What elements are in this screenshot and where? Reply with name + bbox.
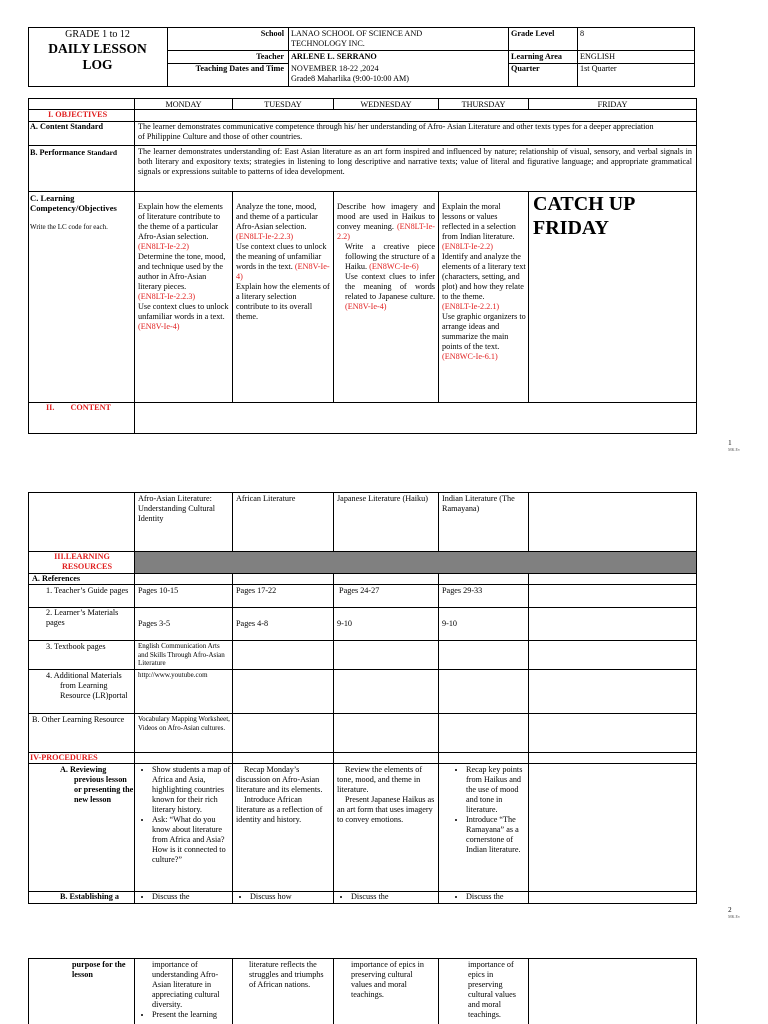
- review-thu-item-1: • Recap key points from Haikus and the use of mood and tone in literature.: [466, 765, 526, 815]
- dll-title: [30, 29, 165, 72]
- teacher-value: ARLENE L. SERRANO: [291, 52, 377, 61]
- reviewing-label: A. Reviewing previous lesson or presenting the new lesson: [60, 765, 134, 804]
- establish-wed-p3: importance of epics in preserving cultural values and moral teachings.: [351, 960, 424, 999]
- tg-wednesday: Pages 24-27: [337, 586, 380, 595]
- learning-resources-heading-2: RESOURCES: [61, 562, 113, 571]
- learning-competency-label: C. Learning Competency/Objectives: [30, 193, 117, 214]
- review-wed-para-1: Review the elements of tone, mood, and theme in literature.: [337, 765, 423, 794]
- review-wed-para-2: Present Japanese Haikus as an art form that uses imagery to convey emotions.: [337, 795, 435, 824]
- review-tue-para-1: Recap Monday’s discussion on Afro-Asian literature and its elements.: [236, 765, 323, 794]
- dates-label: Teaching Dates and Time: [195, 64, 284, 73]
- school-value: LANAO SCHOOL OF SCIENCE AND TECHNOLOGY INC.: [291, 29, 423, 48]
- establishing-label-p3: purpose for the lesson: [72, 960, 126, 979]
- performance-standard-text: The learner demonstrates understanding of: East Asian literature as an art form inspired and influenced by nature; relationship of visual, sensory, and verbal signals in both literary and expository texts; strategies in listening to long descriptive and narrative texts; value of literal and figurative language; and appropriate grammatical signals or expressions suitable to patterns of idea development.: [138, 147, 692, 176]
- lc-mon-code-1: (EN8LT-Ie-2.2): [138, 242, 190, 251]
- learning-competency-note: Write the LC code for each.: [30, 223, 108, 231]
- lc-tue-objective-2: Use context clues to unlock the meaning of unfamiliar words in the text.: [236, 242, 327, 271]
- establish-tue-p2: [236, 892, 330, 902]
- review-mon-item-1: • Show students a map of Africa and Asia, highlighting countries known for their rich literary history.: [152, 765, 231, 815]
- topic-wednesday: Japanese Literature (Haiku): [337, 494, 428, 503]
- review-thursday: [452, 765, 526, 855]
- page-number-1: [728, 439, 740, 452]
- establish-thu-p2: [452, 892, 526, 902]
- tg-tuesday: Pages 17-22: [236, 586, 277, 595]
- establish-mon-p2: [138, 892, 231, 902]
- quarter-label: Quarter: [511, 64, 540, 73]
- establish-thu-p3: importance of epics in preserving cultural values and moral teachings.: [468, 960, 516, 1019]
- dates-value: [291, 64, 501, 84]
- resources-header-shade: [135, 552, 696, 573]
- other-resources-monday: Vocabulary Mapping Worksheet, Videos on Afro-Asian cultures.: [138, 715, 230, 732]
- teachers-guide-label: 1. Teacher’s Guide pages: [46, 586, 129, 595]
- day-monday: MONDAY: [165, 100, 202, 109]
- review-tuesday: [236, 765, 330, 825]
- review-tue-para-2: Introduce African literature as a reflection of identity and history.: [236, 795, 323, 824]
- tg-thursday: Pages 29-33: [442, 586, 483, 595]
- lc-tue-code-2: (EN8V-Ie-4): [236, 262, 330, 281]
- lc-wednesday: [337, 202, 435, 312]
- lc-thu-objective-2: Identify and analyze the elements of a literary text (characters, setting, and plot) and how they relate to the theme.: [442, 252, 526, 301]
- catch-up-friday: CATCH UP FRIDAY: [533, 193, 635, 239]
- lc-mon-code-2: (EN8LT-Ie-2.2.3): [138, 292, 196, 301]
- lc-mon-objective-1: Explain how the elements of literature contribute to the theme of a particular Afro-Asian selection.: [138, 202, 223, 241]
- content-heading-label: CONTENT: [70, 403, 111, 412]
- establish-thu-item-1: • Discuss the: [466, 892, 526, 902]
- lc-mon-objective-2: Determine the tone, mood, and technique used by the author in Afro-Asian literary pieces.: [138, 252, 226, 291]
- procedures-heading: IV-PROCEDURES: [30, 753, 98, 762]
- review-wednesday: [337, 765, 435, 825]
- additional-materials-monday: http://www.youtube.com: [138, 671, 208, 679]
- page-2-number: 2: [728, 906, 732, 914]
- performance-standard-label: [30, 148, 134, 158]
- lc-tue-code-1: (EN8LT-Ie-2.2.3): [236, 232, 294, 241]
- teacher-label: Teacher: [256, 52, 284, 61]
- objectives-heading: I. OBJECTIVES: [48, 110, 108, 119]
- lc-wed-objective-1: Describe how imagery and mood are used in Haikus to convey meaning.: [337, 202, 435, 231]
- content-heading-num: II.: [46, 403, 55, 412]
- establish-tue-p3: literature reflects the struggles and triumphs of African nations.: [249, 960, 324, 989]
- lc-wed-objective-3: Use context clues to infer the meaning of words related to Japanese culture.: [345, 272, 435, 301]
- lc-thu-code-2: (EN8LT-Ie-2.2.1): [442, 302, 500, 311]
- dates-line: NOVEMBER 18-22 ,2024: [291, 64, 379, 73]
- performance-label-b: Standard: [87, 148, 118, 157]
- lm-wednesday: 9-10: [337, 619, 353, 628]
- lc-tuesday: [236, 202, 330, 322]
- quarter-value: 1st Quarter: [580, 64, 617, 73]
- day-friday: FRIDAY: [597, 100, 628, 109]
- establish-tue-item-1: • Discuss how: [250, 892, 330, 902]
- day-thursday: THURSDAY: [461, 100, 506, 109]
- grade-level-label: Grade Level: [511, 29, 555, 38]
- learning-resources-heading: [30, 552, 134, 572]
- page-2-mark: MK.Ev: [728, 913, 740, 919]
- establish-mon-p3: [138, 960, 231, 1024]
- establish-mon-item-1: • Discuss the: [152, 892, 231, 902]
- lc-wed-code-2: (EN8WC-Ie-6): [369, 262, 419, 271]
- learners-materials-label: 2. Learner’s Materials pages: [46, 608, 119, 627]
- lc-thu-code-1: (EN8LT-Ie-2.2): [442, 242, 494, 251]
- lc-wed-code-3: (EN8V-Ie-4): [345, 302, 387, 311]
- page-1-mark: MK.Ev: [728, 446, 740, 452]
- content-standard-text: The learner demonstrates communicative competence through his/ her understanding of Afro- Asian Literature and other texts types for a deeper appreciation of Philippine Culture and those of other countries.: [138, 122, 654, 141]
- establish-wed-p2: [337, 892, 435, 902]
- additional-materials-label: 4. Additional Materials from Learning Resource (LR)portal: [46, 671, 128, 700]
- topic-thursday: Indian Literature (The Ramayana): [442, 494, 515, 513]
- lc-thursday: [442, 202, 526, 362]
- title-line-2: DAILY LESSON: [48, 41, 147, 57]
- schedule-line: Grade8 Maharlika (9:00-10:00 AM): [291, 74, 410, 83]
- topic-tuesday: African Literature: [236, 494, 296, 503]
- lc-thu-code-3: (EN8WC-Ie-6.1): [442, 352, 498, 361]
- lc-mon-objective-3: Use context clues to unlock unfamiliar words in a text.: [138, 302, 229, 321]
- grade-level-value: 8: [580, 29, 585, 38]
- establishing-label-p2: B. Establishing a: [60, 892, 119, 901]
- establish-mon-item-2: • Present the learning: [152, 1010, 231, 1020]
- learning-resources-heading-1: III.LEARNING: [54, 552, 110, 561]
- lm-tuesday: Pages 4-8: [236, 619, 269, 628]
- learning-area-value: ENGLISH: [580, 52, 616, 61]
- lc-tue-objective-1: Analyze the tone, mood, and theme of a particular Afro-Asian selection.: [236, 202, 318, 231]
- content-heading: [46, 403, 132, 413]
- review-mon-item-2: • Ask: “What do you know about literature from Africa and Asia? How is it connected to culture?”: [152, 815, 231, 865]
- page-number-2: [728, 906, 740, 919]
- day-wednesday: WEDNESDAY: [360, 100, 412, 109]
- lc-tue-objective-3: Explain how the elements of a literary selection contribute to its overall theme.: [236, 282, 330, 321]
- learning-area-label: Learning Area: [511, 52, 563, 61]
- lc-wed-code-1: (EN8LT-Ie-2.2): [337, 222, 435, 241]
- references-label: A. References: [32, 574, 81, 583]
- other-resources-label: B. Other Learning Resource: [32, 715, 125, 724]
- school-label: School: [260, 29, 284, 38]
- textbook-monday: English Communication Arts and Skills Through Afro-Asian Literature: [138, 642, 225, 668]
- tg-monday: Pages 10-15: [138, 586, 179, 595]
- page-1-number: 1: [728, 439, 732, 447]
- lc-wed-objective-2: Write a creative piece following the structure of a Haiku.: [345, 242, 435, 271]
- day-tuesday: TUESDAY: [264, 100, 302, 109]
- lc-thu-objective-1: Explain the moral lessons or values reflected in a selection from Indian literature.: [442, 202, 516, 241]
- lc-mon-code-3: (EN8V-Ie-4): [138, 322, 180, 331]
- lm-thursday: 9-10: [442, 619, 458, 628]
- topic-monday: Afro-Asian Literature: Understanding Cultural Identity: [138, 494, 216, 523]
- establish-mon-item-1-cont: importance of understanding Afro-Asian literature in appreciating cultural diversity.: [152, 960, 220, 1009]
- performance-label-a: B. Performance: [30, 148, 86, 157]
- title-line-1: GRADE 1 to 12: [65, 29, 130, 40]
- textbook-label: 3. Textbook pages: [46, 642, 106, 651]
- review-thu-item-2: • Introduce “The Ramayana” as a cornerstone of Indian literature.: [466, 815, 526, 855]
- lm-monday: Pages 3-5: [138, 619, 171, 628]
- review-monday: [138, 765, 231, 865]
- title-line-3: LOG: [82, 56, 113, 72]
- content-standard-label: A. Content Standard: [30, 122, 104, 131]
- lc-thu-objective-3: Use graphic organizers to arrange ideas and summarize the main points of the text.: [442, 312, 526, 351]
- lc-monday: [138, 202, 230, 332]
- establish-wed-item-1: • Discuss the: [351, 892, 435, 902]
